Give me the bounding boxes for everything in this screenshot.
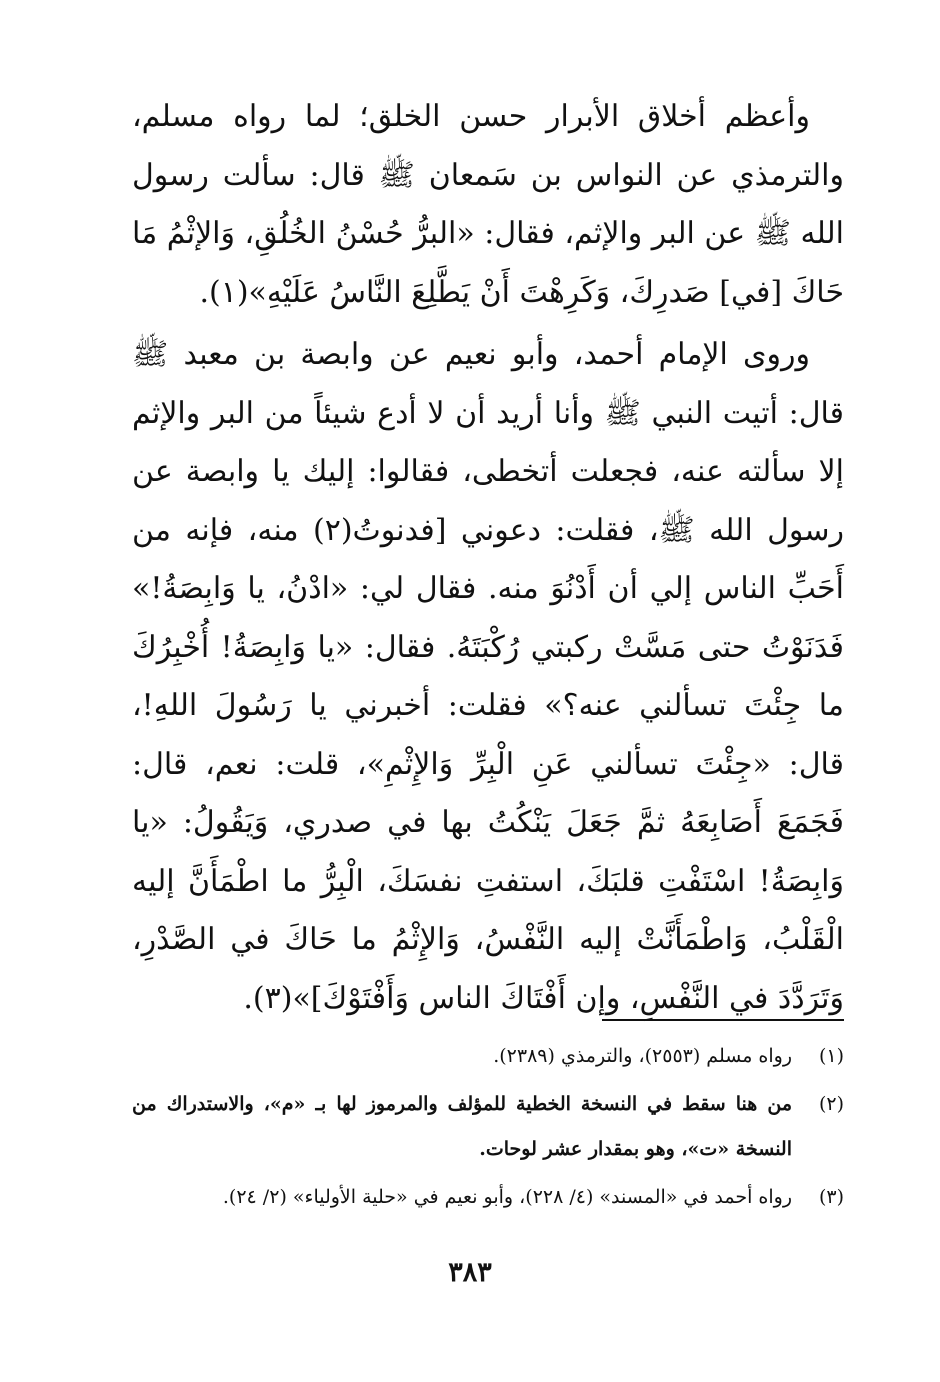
footnote-2 [132,1082,844,1172]
main-text [132,88,844,1028]
footnote-text: رواه أحمد في «المسند» (٤/ ٢٢٨)، وأبو نعيم في «حلية الأولياء» (٢/ ٢٤). [222,1186,792,1208]
page-number: ٣٨٣ [448,1257,492,1288]
footnote-3 [132,1175,844,1220]
paragraph-2: وروى الإمام أحمد، وأبو نعيم عن وابصة بن معبد ﷺ قال: أتيت النبي ﷺ وأنا أريد أن لا أدع شيئاً من البر والإثم إلا سألته عنه، فجعلت أتخطى، فقالوا: إليك يا وابصة عن رسول الله ﷺ، فقلت: دعوني [فدنوتُ(٢) منه، فإنه من أَحَبِّ الناس إلي أن أَدْنُوَ منه. فقال لي: «ادْنُ، يا وَابِصَةُ!» فَدَنَوْتُ حتى مَسَّتْ ركبتي رُكْبَتَهُ. فقال: «يا وَابِصَةُ! أُخْبِرُكَ ما جِئْتَ تسألني عنه؟» فقلت: أخبرني يا رَسُولَ اللهِ!، قال: «جِئْتَ تسألني عَنِ الْبِرِّ وَالإِثْمِ»، قلت: نعم، قال: فَجَمَعَ أَصَابِعَهُ ثمَّ جَعَلَ يَنْكُتُ بها في صدري، وَيَقُولُ: «يا وَابِصَةُ! اسْتَفْتِ قلبَكَ، استفتِ نفسَكَ، الْبِرُّ ما اطْمَأَنَّ إليه الْقَلْبُ، وَاطْمَأَنَّتْ إليه النَّفْسُ، وَالإِثْمُ ما حَاكَ في الصَّدْرِ، وَتَرَدَّدَ في النَّفْسِ، وإن أَفْتَاكَ الناس وَأَفْتَوْكَ]»(٣). [132,337,844,1016]
footnotes [132,1034,844,1223]
footnote-text: من هنا سقط في النسخة الخطية للمؤلف والمرموز لها بـ «م»، والاستدراك من النسخة «ت»، وهو بمقدار عشر لوحات. [132,1093,792,1160]
footnote-text: رواه مسلم (٢٥٥٣)، والترمذي (٢٣٨٩). [493,1045,792,1067]
footnote-number: (٢) [818,1093,844,1115]
footnote-number: (١) [818,1045,844,1067]
footnote-separator [602,1019,844,1021]
footnote-number: (٣) [818,1186,844,1208]
paragraph-1: وأعظم أخلاق الأبرار حسن الخلق؛ لما رواه مسلم، والترمذي عن النواس بن سَمعان ﷺ قال: سألت رسول الله ﷺ عن البر والإثم، فقال: «البرُّ حُسْنُ الخُلُقِ، وَالإثْمُ مَا حَاكَ [في] صَدرِكَ، وَكَرِهْتَ أَنْ يَطَّلِعَ النَّاسُ عَلَيْهِ»(١). [132,99,844,310]
footnote-1 [132,1034,844,1079]
